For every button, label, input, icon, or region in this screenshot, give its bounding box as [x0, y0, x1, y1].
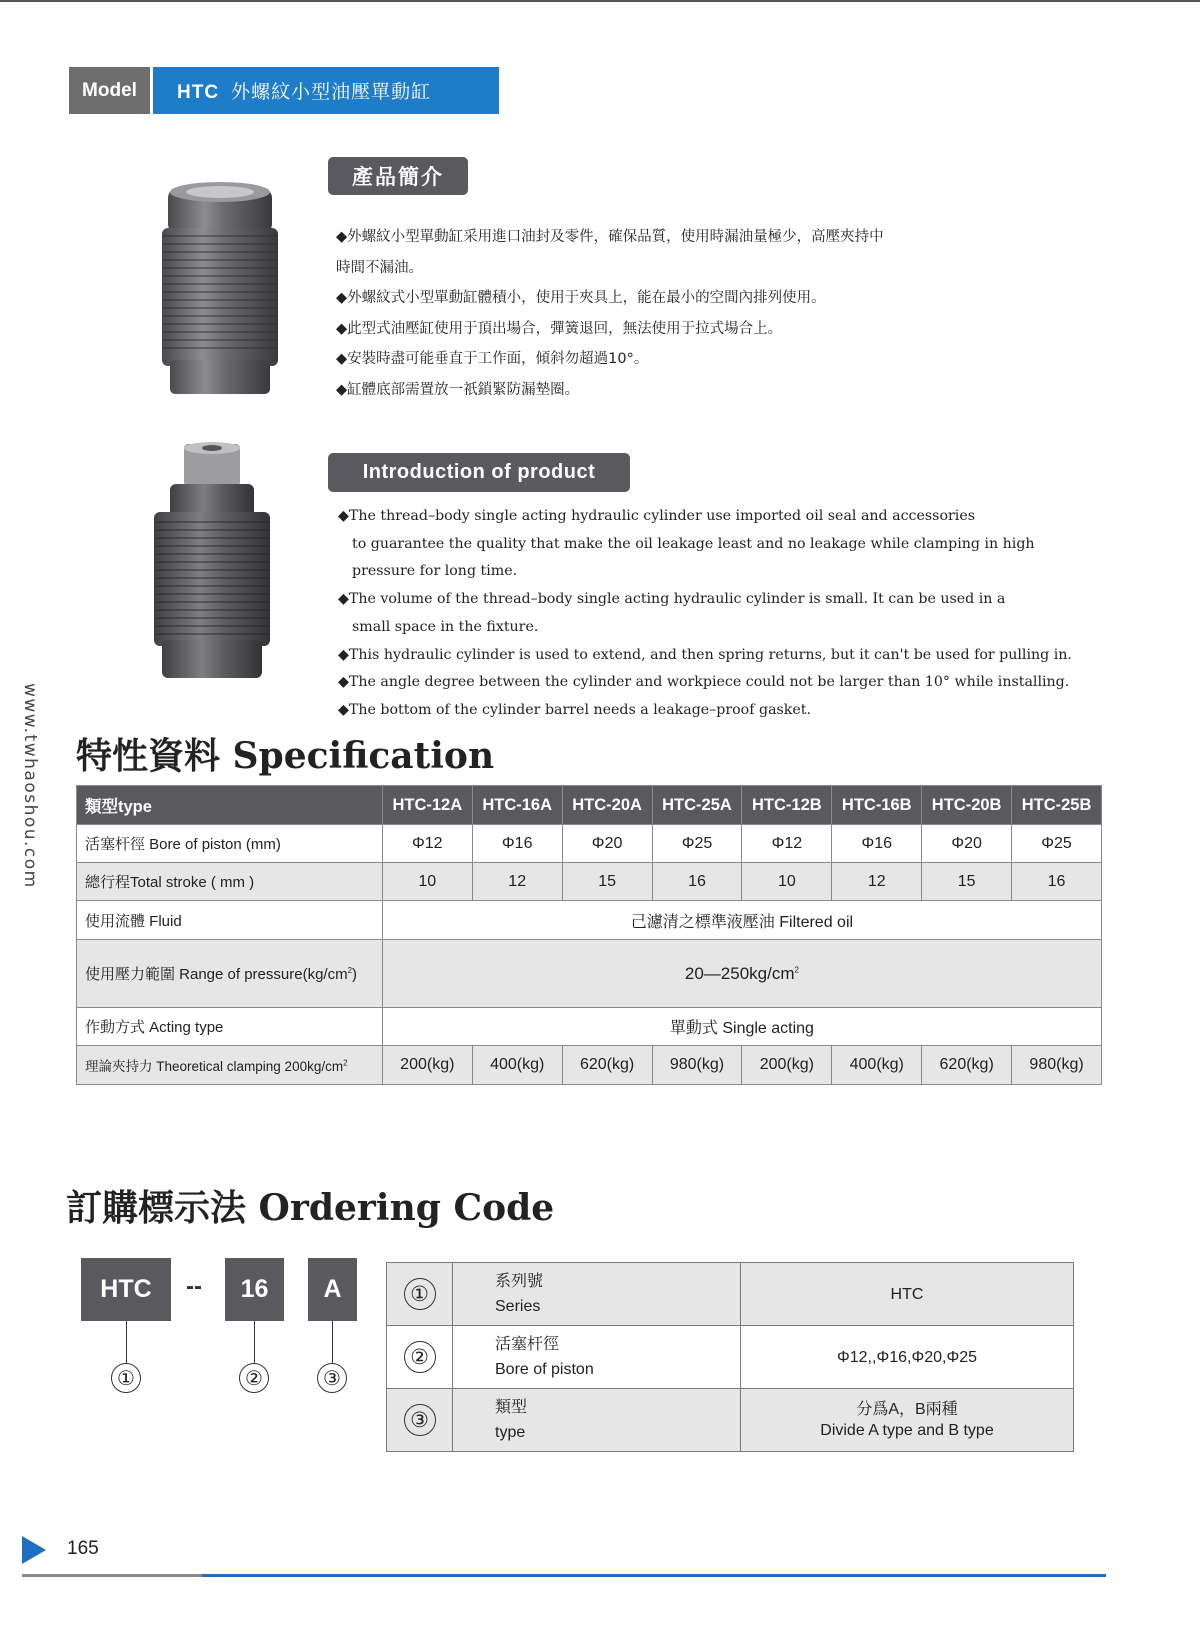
spec-model: HTC-20A	[562, 786, 652, 825]
connector-line	[254, 1321, 255, 1363]
intro-en-line: ◆The angle degree between the cylinder and workpiece could not be larger than 10° while installing.	[338, 674, 1070, 691]
model-title	[153, 77, 431, 104]
spec-cell: 400(kg)	[472, 1046, 562, 1085]
intro-en-line: ◆The bottom of the cylinder barrel needs a leakage–proof gasket.	[338, 701, 812, 718]
spec-type-label: 類型type	[77, 786, 383, 825]
footer-rule-blue	[202, 1574, 1106, 1577]
spec-table	[76, 785, 1102, 1085]
spec-cell: Φ20	[562, 825, 652, 863]
intro-en-heading: Introduction of product	[328, 453, 630, 492]
spec-stroke-label: 總行程Total stroke ( mm )	[77, 863, 383, 901]
spec-cell: 200(kg)	[742, 1046, 832, 1085]
spec-acting-label: 作動方式 Acting type	[77, 1008, 383, 1046]
intro-cn-line: ◆安裝時盡可能垂直于工作面，傾斜勿超過10°。	[336, 351, 649, 367]
code-part-series: HTC	[81, 1258, 171, 1321]
spec-cell: Φ16	[472, 825, 562, 863]
ordering-row-number: ①	[387, 1263, 453, 1326]
spec-cell: Φ12	[742, 825, 832, 863]
intro-cn-line: ◆此型式油壓缸使用于頂出場合，彈簧退回，無法使用于拉式場合上。	[336, 320, 783, 337]
footer-rule-gray	[22, 1574, 202, 1577]
spec-row-pressure	[77, 940, 1102, 1008]
spec-row-stroke	[77, 863, 1102, 901]
spec-fluid-label: 使用流體 Fluid	[77, 901, 383, 940]
intro-en-line: ◆The volume of the thread–body single acting hydraulic cylinder is small. It can be used in a	[338, 591, 1006, 608]
spec-model: HTC-16A	[472, 786, 562, 825]
spec-bore-label: 活塞杆徑 Bore of piston (mm)	[77, 825, 383, 863]
spec-model: HTC-25A	[652, 786, 742, 825]
marker-3: ③	[317, 1363, 347, 1393]
spec-model: HTC-12A	[382, 786, 472, 825]
ordering-row-number: ③	[387, 1389, 453, 1452]
model-code: HTC	[177, 82, 220, 103]
ordering-row-number: ②	[387, 1326, 453, 1389]
ordering-row	[387, 1326, 1074, 1389]
ordering-row-value: HTC	[741, 1263, 1074, 1326]
ordering-row-value: 分爲A，B兩種 Divide A type and B type	[741, 1389, 1074, 1452]
spec-cell: 16	[652, 863, 742, 901]
marker-2: ②	[239, 1363, 269, 1393]
spec-pressure-label: 使用壓力範圍 Range of $pressure(kg/cm^2)$	[77, 940, 383, 1008]
ordering-row	[387, 1389, 1074, 1452]
spec-cell: 15	[922, 863, 1012, 901]
intro-cn-heading: 產品簡介	[328, 157, 468, 195]
spec-row-bore	[77, 825, 1102, 863]
spec-row-acting	[77, 1008, 1102, 1046]
spec-row-fluid	[77, 901, 1102, 940]
intro-cn-line: ◆外螺紋小型單動缸采用進口油封及零件，確保品質，使用時漏油量極少，高壓夾持中	[336, 229, 884, 245]
intro-en-line: to guarantee the quality that make the oil leakage least and no leakage while clamping in high	[352, 535, 1035, 552]
spec-fluid-value: 己濾清之標準液壓油 Filtered oil	[382, 901, 1101, 940]
ordering-row	[387, 1263, 1074, 1326]
spec-clamp-label: 理論夾持力 Theoretical clamping $200kg/cm^2$	[77, 1046, 383, 1085]
spec-cell: 200(kg)	[382, 1046, 472, 1085]
product-photo-cylinder-2	[148, 440, 278, 690]
intro-en-line: pressure for long time.	[352, 563, 518, 580]
connector-line	[126, 1321, 127, 1363]
page-number: 165	[67, 1538, 99, 1559]
ordering-row-desc	[453, 1326, 741, 1389]
spec-header-row	[77, 786, 1102, 825]
marker-1: ①	[111, 1363, 141, 1393]
spec-cell: 15	[562, 863, 652, 901]
spec-row-clamp	[77, 1046, 1102, 1085]
ordering-title: 訂購標示法 Ordering Code	[66, 1187, 555, 1229]
ordering-desc-en: Series	[495, 1298, 541, 1315]
intro-en-line: ◆The thread–body single acting hydraulic cylinder use imported oil seal and accessories	[338, 508, 975, 524]
spec-cell: 620(kg)	[562, 1046, 652, 1085]
code-part-bore: 16	[225, 1258, 284, 1321]
ordering-row-desc	[453, 1389, 741, 1452]
model-name: 外螺紋小型油壓單動缸	[231, 81, 432, 103]
spec-model: HTC-25B	[1012, 786, 1102, 825]
intro-cn-line: 時間不漏油。	[336, 259, 423, 276]
spec-cell: 400(kg)	[832, 1046, 922, 1085]
code-separator: --	[186, 1273, 202, 1300]
website-url: www.twhaoshou.com	[20, 683, 40, 889]
intro-cn-text	[336, 222, 956, 405]
page-marker-triangle-icon	[22, 1536, 46, 1564]
intro-en-line: small space in the fixture.	[352, 618, 539, 635]
spec-title: 特性資料 Specification	[76, 735, 495, 777]
ordering-desc-cn: 系列號	[495, 1273, 544, 1290]
spec-model: HTC-20B	[922, 786, 1012, 825]
connector-line	[332, 1321, 333, 1363]
spec-cell: 10	[742, 863, 832, 901]
ordering-desc-cn: 類型	[495, 1399, 528, 1416]
spec-cell: Φ25	[1012, 825, 1102, 863]
ordering-desc-cn: 活塞杆徑	[495, 1336, 560, 1353]
intro-cn-line: ◆缸體底部需置放一祇鎖緊防漏墊圈。	[336, 381, 580, 398]
spec-cell: Φ20	[922, 825, 1012, 863]
ordering-table	[386, 1262, 1074, 1452]
ordering-row-value: Φ12,,Φ16,Φ20,Φ25	[741, 1326, 1074, 1389]
intro-en-line: ◆This hydraulic cylinder is used to extend, and then spring returns, but it can't be used for pulling in.	[338, 646, 1072, 663]
spec-cell: Φ25	[652, 825, 742, 863]
spec-cell: 10	[382, 863, 472, 901]
spec-cell: Φ16	[832, 825, 922, 863]
spec-cell: 12	[472, 863, 562, 901]
spec-model: HTC-12B	[742, 786, 832, 825]
ordering-row-desc	[453, 1263, 741, 1326]
spec-acting-value: 單動式 Single acting	[382, 1008, 1101, 1046]
spec-cell: Φ12	[382, 825, 472, 863]
spec-cell: 980(kg)	[652, 1046, 742, 1085]
spec-cell: 620(kg)	[922, 1046, 1012, 1085]
top-rule	[0, 0, 1200, 2]
ordering-desc-en: type	[495, 1424, 526, 1441]
code-part-type: A	[308, 1258, 357, 1321]
product-photo-cylinder-1	[150, 180, 290, 400]
spec-cell: 12	[832, 863, 922, 901]
intro-cn-line: ◆外螺紋式小型單動缸體積小，使用于夾具上，能在最小的空間內排列使用。	[336, 290, 826, 306]
ordering-desc-en: Bore of piston	[495, 1361, 594, 1378]
model-header	[69, 67, 499, 114]
spec-cell: 16	[1012, 863, 1102, 901]
model-label: Model	[69, 67, 153, 114]
spec-cell: 980(kg)	[1012, 1046, 1102, 1085]
spec-pressure-value: $20—250kg/cm^2$	[382, 940, 1101, 1008]
intro-en-text	[338, 503, 1098, 725]
spec-model: HTC-16B	[832, 786, 922, 825]
